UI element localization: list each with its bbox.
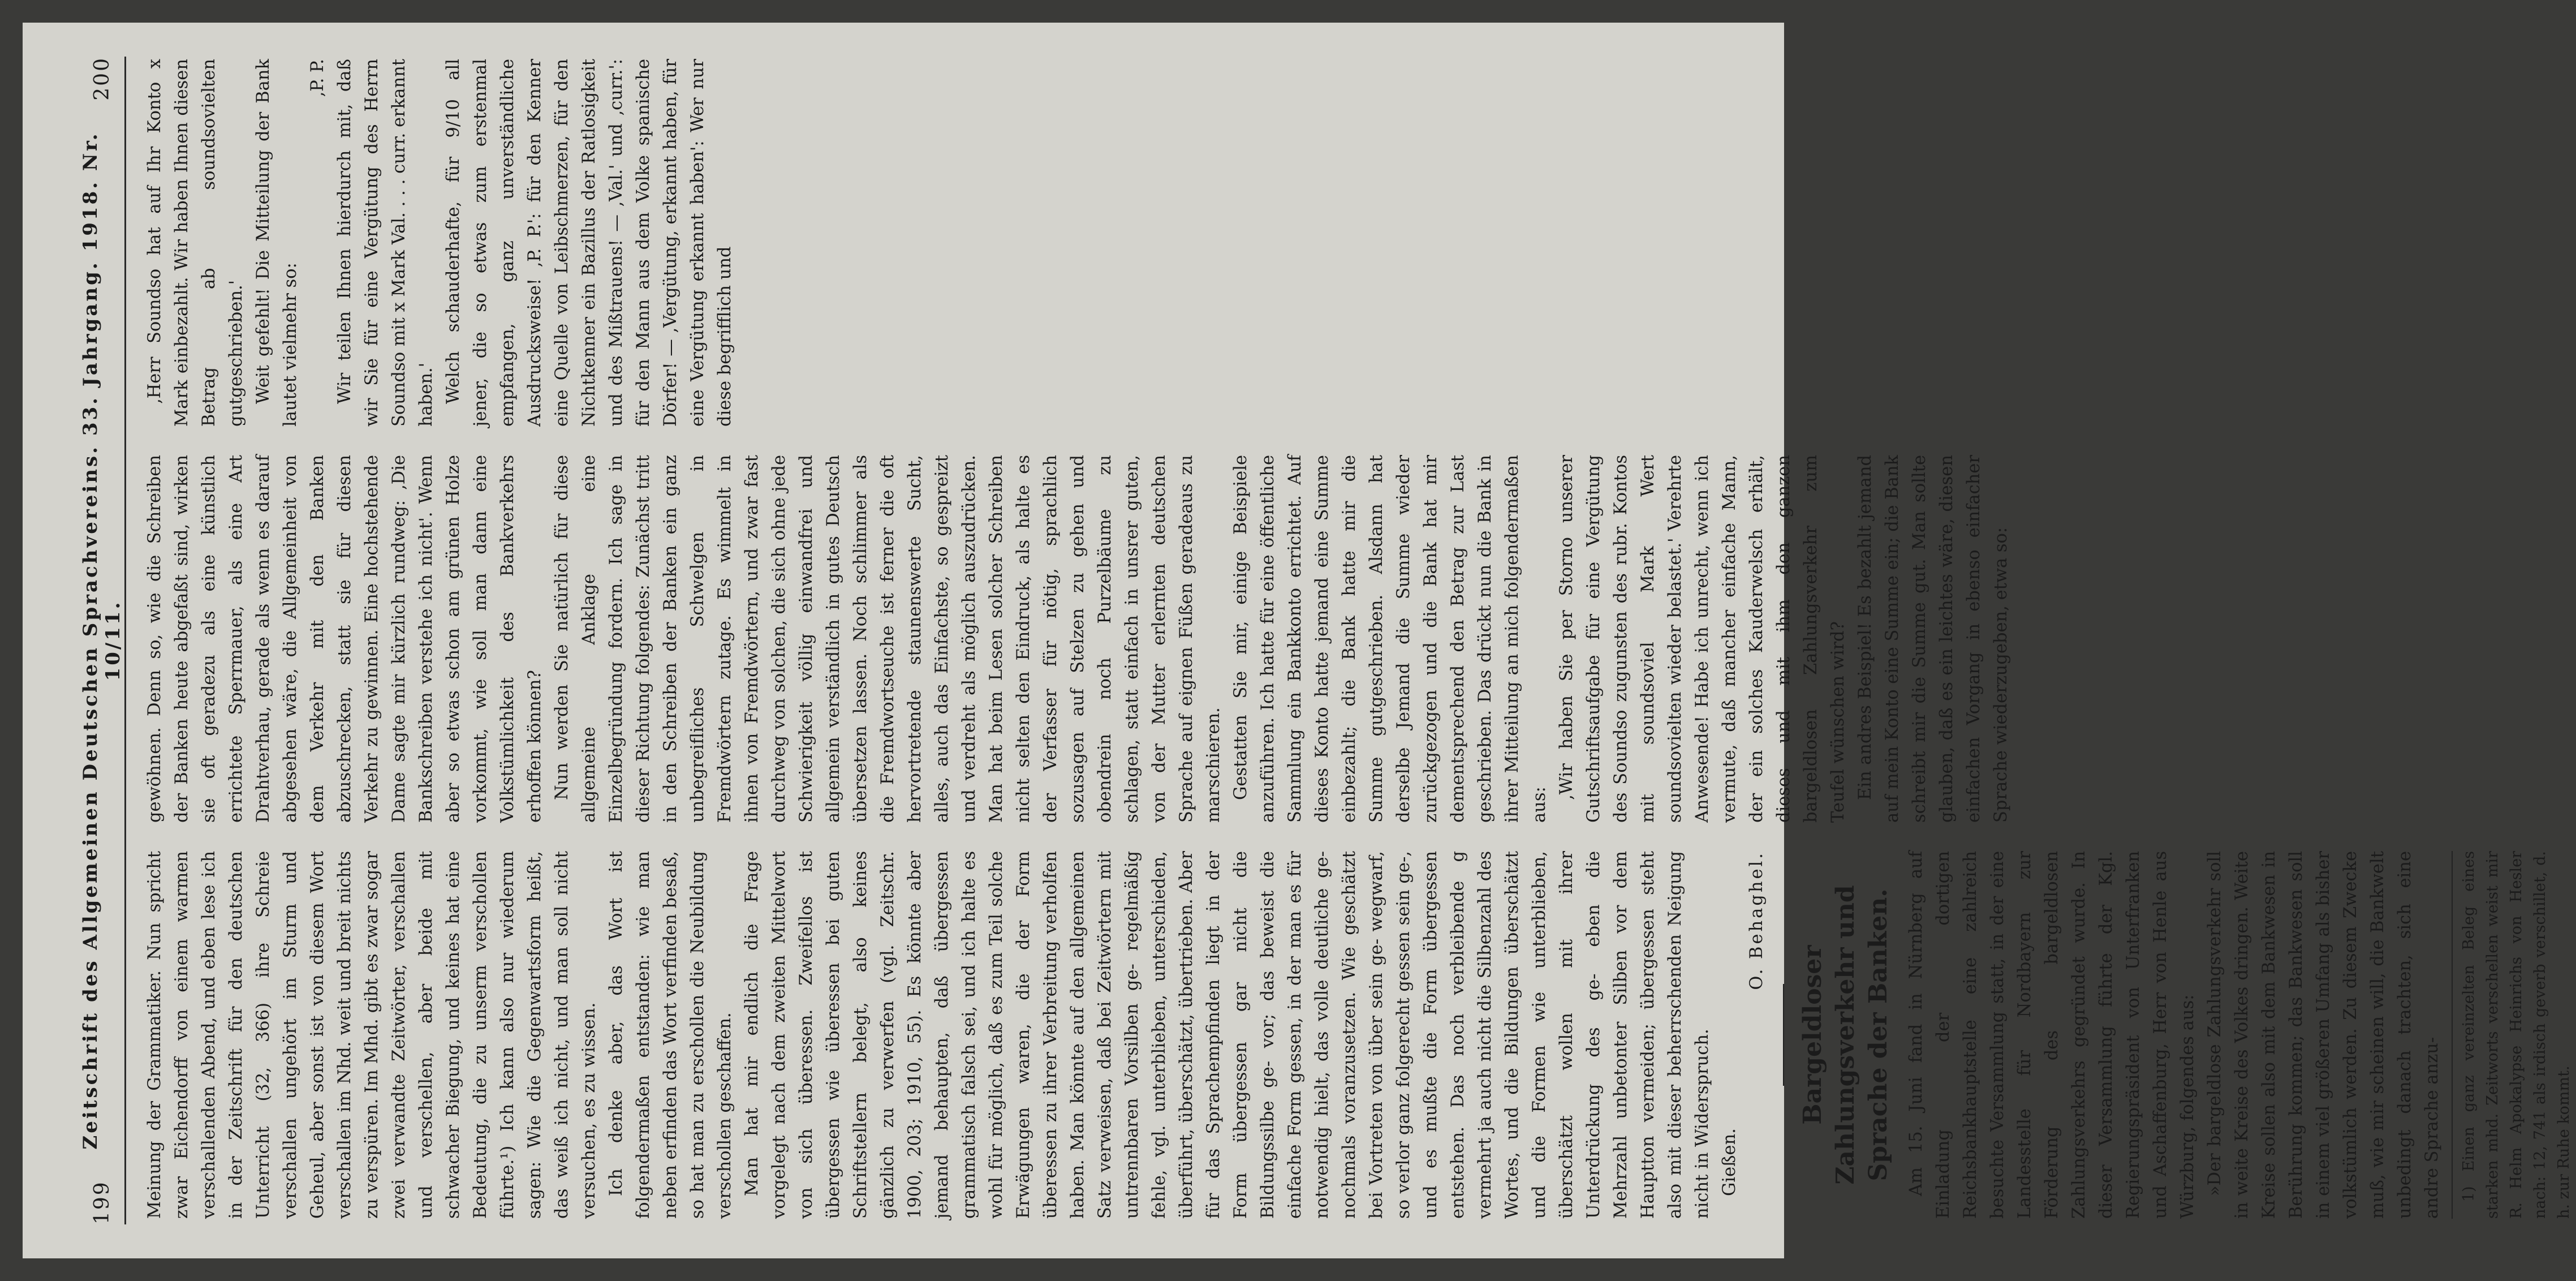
- place: Gießen.: [1720, 1128, 1739, 1196]
- journal-title: Zeitschrift des Allgemeinen Deutschen Sprachvereins. 33. Jahrgang. 1918. Nr. 10/11.: [79, 131, 124, 1150]
- footnote: 1) Einen ganz vereinzelten Beleg eines starken mhd. Zeitworts verschellen weist mir R. Helm Apokalypse Heinrichs von Hesler nach: 12, 741 als irdisch geverb verschillet, d. h. zur Ruhe kommt.: [2452, 851, 2576, 1219]
- paragraph: »Der bargeldlose Zahlungsverkehr soll in weite Kreise des Volkes dringen. Weite Kreise sollen also mit dem Bankwesen in Berührung kommen; das Bankwesen soll in einem viel größeren Umfang als bisher volkstümlich werden. Zu diesem Zwecke muß, wie mir scheinen will, die Bankwelt unbedingt danach trachten, sich eine andre Sprache anzu-: [2205, 851, 2442, 1219]
- paragraph: ‚Wir haben Sie per Storno unserer Gutschriftsaufgabe für eine Vergütung des Soundso zugunsten des rubr. Kontos mit soundsoviel Mark Wert soundsovielten wieder belastet.' Verehrte Anwesende! Habe ich unrecht, wenn ich vermute, daß mancher einfache Mann, der ein solches Kauderwelsch erhält, dieses und mit ihm den ganzen bargeldlosen Zahlungsverkehr zum Teufel wünschen wird?: [1557, 455, 1848, 823]
- paragraph: gewöhnen. Denn so, wie die Schreiben der Banken heute abgefaßt sind, wirken sie oft geradezu als eine künstlich errichtete Sperrmauer, als eine Art Drahtverhau, gerade als wenn es darauf abgesehen wäre, die Allgemeinheit von dem Verkehr mit den Banken abzuschrecken, statt sie für diesen Verkehr zu gewinnen. Eine hochstehende Dame sagte mir kürzlich rundweg: ‚Die Bankschreiben verstehe ich nicht'. Wenn aber so etwas schon am grünen Holze vorkommt, wie soll man dann eine Volkstümlichkeit des Bankverkehrs erhoffen können?: [145, 455, 545, 823]
- paragraph: Weit gefehlt! Die Mitteilung der Bank lautet vielmehr so:: [253, 59, 300, 427]
- paragraph: Welch schauderhafte, für 9/10 all jener, die so etwas zum erstenmal empfangen, ganz unverständliche Ausdrucksweise! ‚P. P.': für den Kenner eine Quelle von Leibschmerzen, für den Nichtkenner ein Bazillus der Ratlosigkeit und des Mißtrauens! — ‚Val.' und ‚curr.': für den Mann aus dem Volke spanische Dörfer! — ‚Vergütung, erkannt haben, für eine Vergütung erkannt haben': Wer nur diese begrifflich und: [443, 59, 735, 427]
- paragraph: Ich denke aber, das Wort ist folgendermaßen entstanden: wie man neben erfinden das Wort verfinden besaß, so hat man zu erschollen die Neubildung verschollen geschaffen.: [606, 851, 735, 1219]
- paragraph: ‚Herr Soundso hat auf Ihr Konto x Mark einbezahlt. Wir haben Ihnen diesen Betrag ab soundsovielten gutgeschrieben.': [145, 59, 246, 427]
- scanned-page: [23, 23, 2573, 1258]
- paragraph: Gestatten Sie mir, einige Beispiele anzuführen. Ich hatte für eine öffentliche Sammlung ein Bankkonto errichtet. Auf dieses Konto hatte jemand eine Summe einbezahlt; die Bank hatte mir die Summe gutgeschrieben. Alsdann hat derselbe Jemand die Summe wieder zurückgezogen und die Bank hat mir dementsprechend den Betrag zur Last geschrieben. Das drückt nun die Bank in ihrer Mitteilung an mich folgendermaßen aus:: [1231, 455, 1549, 823]
- paragraph: Ein andres Beispiel! Es bezahlt jemand auf mein Konto eine Summe ein; die Bank schreibt mir die Summe gut. Man sollte glauben, daß es ein leichtes wäre, diesen einfachen Vorgang in ebenso einfacher Sprache wiederzugeben, etwa so:: [1855, 455, 2011, 823]
- running-header: [79, 57, 126, 1224]
- paragraph: Man hat mir endlich die Frage vorgelegt nach dem zweiten Mittelwort von sich überessen. Zweifellos ist übergessen wie überessen bei guten Schriftstellern belegt, also keines gänzlich zu verwerfen (vgl. Zeitschr. 1900, 203; 1910, 55). Es könnte aber jemand behaupten, daß übergessen grammatisch falsch sei, und ich halte es wohl für möglich, daß es zum Teil solche Erwägungen waren, die der Form überessen zu ihrer Verbreitung verholfen haben. Man könnte auf den allgemeinen Satz verweisen, daß bei Zeitwörtern mit untrennbaren Vorsilben ge- regelmäßig fehle, vgl. unterblieben, unterschieden, überführt, überschätzt, übertrieben. Aber für das Sprachempfinden liegt in der Form übergessen gar nicht die Bildungssilbe ge- vor; das beweist die einfache Form gessen, in der man es für notwendig hielt, das volle deutliche ge- nochmals voranzusetzen. Wie geschätzt bei Vortreten von über sein ge- wegwarf, so verlor ganz folgerecht gessen sein ge-, und es mußte die Form übergessen entstehen. Das noch verbleibende g vermehrt ja auch nicht die Silbenzahl des Wortes, und die Bildungen überschätzt und die Formen wie unterblieben, überschätzt wollen mit ihrer Unterdrückung des ge- eben die Mehrzahl unbetonter Silben vor dem Hauptton vermeiden; übergessen steht also mit dieser beherrschenden Neigung nicht in Widerspruch.: [742, 851, 1712, 1219]
- salutation: ‚P. P.: [308, 59, 328, 97]
- paragraph: Meinung der Grammatiker. Nun spricht zwar Eichendorff von einem warmen verschallenden Abend, und eben lese ich in der Zeitschrift für den deutschen Unterricht (32, 366) ihre Schreie verschallen ungehört im Sturm und Geheul, aber sonst ist von diesem Wort verschallen im Nhd. weit und breit nichts zu verspüren. Im Mhd. gibt es zwar sogar zwei verwandte Zeitwörter, verschallen und verschellen, aber beide mit schwacher Biegung, und keines hat eine Bedeutung, die zu unserm verschollen führte.¹) Ich kann also nur wiederum sagen: Wie die Gegenwartsform heißt, das weiß ich nicht, und man soll nicht versuchen, es zu wissen.: [145, 851, 599, 1219]
- column-1: [141, 851, 2573, 1219]
- right-page-number: 200: [90, 57, 114, 101]
- rotated-page-content: [23, 23, 2573, 1258]
- paragraph: Wir teilen Ihnen hierdurch mit, daß wir Sie für eine Vergütung des Herrn Soundso mit x Mark Val. . . . curr. erkannt haben.': [335, 59, 436, 427]
- signature: O. Behaghel.: [1747, 851, 1767, 990]
- divider: [1783, 984, 1784, 1086]
- paragraph: Am 15. Juni fand in Nürnberg auf Einladung der dortigen Reichsbankhauptstelle eine zahlreich besuchte Versammlung statt, in der eine Landesstelle für Nordbayern zur Förderung des bargeldlosen Zahlungsverkehrs gegründet wurde. In dieser Versammlung führte der Kgl. Regierungspräsident von Unterfranken und Aschaffenburg, Herr von Henle aus Würzburg, folgendes aus:: [1906, 851, 2198, 1219]
- column-3: [141, 59, 1705, 427]
- column-2: [141, 455, 2011, 823]
- paragraph: Nun werden Sie natürlich für diese allgemeine Anklage eine Einzelbegründung fordern. Ich sage in dieser Richtung folgendes: Zunächst tritt in den Schreiben der Banken ein ganz unbegreifliches Schwelgen in Fremdwörtern zutage. Es wimmelt in ihnen von Fremdwörtern, und zwar fast durchweg von solchen, die sich ohne jede Schwierigkeit völlig einwandfrei und allgemein verständlich in gutes Deutsch übersetzen lassen. Noch schlimmer als die Fremdwortseuche ist ferner die oft hervortretende staunenswerte Sucht, alles, auch das Einfachste, so gespreizt und verdreht als möglich auszudrücken. Man hat beim Lesen solcher Schreiben nicht selten den Eindruck, als halte es der Verfasser für nötig, sprachlich sozusagen auf Stelzen zu gehen und obendrein noch Purzelbäume zu schlagen, statt einfach in unsrer guten, von der Mutter erlernten deutschen Sprache auf eignen Füßen geradeaus zu marschieren.: [552, 455, 1224, 823]
- article-title: Bargeldloser Zahlungsverkehr und Sprache der Banken.: [1798, 885, 1893, 1185]
- left-page-number: 199: [90, 1180, 114, 1224]
